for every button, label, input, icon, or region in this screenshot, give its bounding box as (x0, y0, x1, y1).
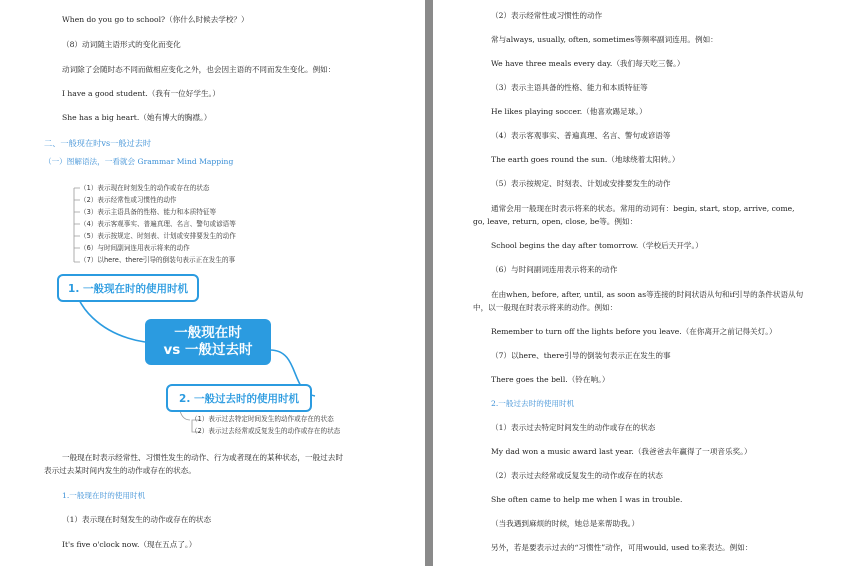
paragraph: My dad won a music award last year.（我爸爸去年赢得了一项音乐奖。） (491, 447, 752, 456)
paragraph: （4）表示客观事实、普遍真理、名言、警句或谚语等 (491, 131, 671, 140)
paragraph: 中，以一般现在时表示将来的动作。例如： (473, 303, 618, 312)
section-heading: 二、一般现在时vs一般过去时 (44, 138, 152, 148)
paragraph: We have three meals every day.（我们每天吃三餐。） (491, 59, 685, 68)
paragraph: I have a good student.（我有一位好学生。） (62, 89, 220, 98)
subsection-heading: （一）图解语法，一看就会 Grammar Mind Mapping (44, 157, 234, 166)
paragraph: （2）表示过去经常或反复发生的动作或存在的状态 (491, 471, 663, 480)
paragraph: 在由when, before, after, until, as soon as等连接的时间状语从句和if引导的条件状语从句 (491, 290, 804, 299)
subsection-heading: 1.一般现在时的使用时机 (62, 491, 146, 500)
paragraph: 动词除了会随时态不同而做相应变化之外，也会因主语的不同而发生变化。例如： (62, 65, 336, 74)
paragraph: （3）表示主语具备的性格、能力和本质特征等 (491, 83, 648, 92)
paragraph: 表示过去某时间内发生的动作或存在的状态。 (44, 466, 196, 475)
paragraph: （当我遇到麻烦的时候，她总是来帮助我。） (491, 519, 640, 528)
mind-map-item: （4）表示客观事实、普遍真理、名言、警句或谚语等 (80, 220, 236, 228)
right-page (433, 0, 859, 566)
paragraph: There goes the bell.（铃在响。） (491, 375, 610, 384)
paragraph: （8）动词随主语形式的变化而变化 (62, 40, 181, 49)
mind-map-item: （2）表示过去经常或反复发生的动作或存在的状态 (191, 427, 341, 435)
paragraph: 常与always, usually, often, sometimes等频率副词连用。例如： (491, 35, 718, 44)
mind-map-item: （1）表示现在时刻发生的动作或存在的状态 (80, 184, 210, 192)
paragraph: He likes playing soccer.（他喜欢踢足球。） (491, 107, 647, 116)
mind-map-item: （6）与时间副词连用表示将来的动作 (80, 244, 190, 252)
branch-past-tense: 2. 一般过去时的使用时机 (166, 384, 312, 412)
paragraph: The earth goes round the sun.（地球绕着太阳转。） (491, 155, 680, 164)
paragraph: School begins the day after tomorrow.（学校后天开学。） (491, 241, 703, 250)
mind-map-item: （3）表示主语具备的性格、能力和本质特征等 (80, 208, 217, 216)
paragraph: She often came to help me when I was in trouble. (491, 495, 683, 504)
paragraph: go, leave, return, open, close, be等。例如： (473, 217, 638, 226)
paragraph: （2）表示经常性或习惯性的动作 (491, 11, 603, 20)
paragraph: 另外，若是要表示过去的“习惯性”动作，可用would, used to来表达。例如： (491, 543, 753, 552)
mind-map-item: （7）以here、there引导的倒装句表示正在发生的事 (80, 256, 236, 264)
subsection-heading: 2.一般过去时的使用时机 (491, 399, 575, 408)
paragraph: When do you go to school?（你什么时候去学校？） (62, 15, 249, 24)
paragraph: （1）表示现在时刻发生的动作或存在的状态 (62, 515, 212, 524)
paragraph: （7）以here、there引导的倒装句表示正在发生的事 (491, 351, 671, 360)
mind-map-item: （1）表示过去特定时间发生的动作或存在的状态 (191, 415, 334, 423)
mind-map-item: （5）表示按规定、时刻表、计划或安排要发生的动作 (80, 232, 236, 240)
mind-map-item: （2）表示经常性或习惯性的动作 (80, 196, 177, 204)
branch-present-tense: 1. 一般现在时的使用时机 (57, 274, 199, 302)
left-page (0, 0, 425, 566)
center-title-line1: 一般现在时 (174, 325, 242, 341)
paragraph: 通常会用一般现在时表示将来的状态。常用的动词有：begin, start, stop, arrive, come, (491, 204, 795, 213)
center-title-line2: vs 一般过去时 (163, 342, 253, 358)
paragraph: 一般现在时表示经常性、习惯性发生的动作、行为或者现在的某种状态，一般过去时 (62, 453, 343, 462)
mind-map-center (145, 319, 271, 365)
paragraph: She has a big heart.（她有博大的胸襟。） (62, 113, 212, 122)
paragraph: Remember to turn off the lights before you leave.（在你离开之前记得关灯。） (491, 327, 777, 336)
paragraph: （6）与时间副词连用表示将来的动作 (491, 265, 618, 274)
paragraph: It's five o'clock now.（现在五点了。） (62, 540, 197, 549)
paragraph: （5）表示按规定、时刻表、计划或安排要发生的动作 (491, 179, 671, 188)
paragraph: （1）表示过去特定时间发生的动作或存在的状态 (491, 423, 656, 432)
